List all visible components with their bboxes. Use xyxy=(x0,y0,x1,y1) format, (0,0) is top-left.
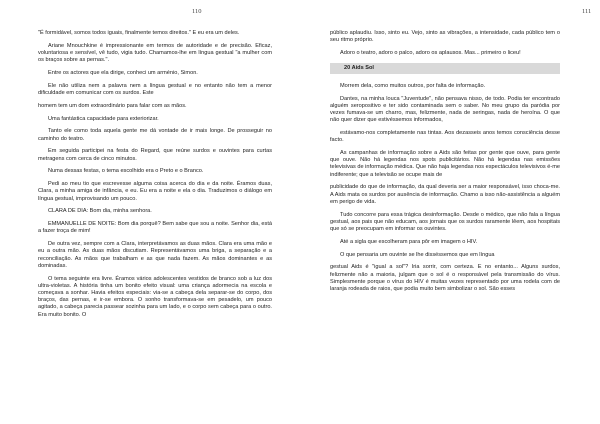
paragraph: Dantes, na minha louca "Juventude", não pensava nisso, de todo. Podia ter encontrado alguém seropositivo e ter sido contaminada sem o saber. No meu grupo da paródia por vezes fumava-se um charro, mas, felizmente, nada de seringas, nada de heroína. O que não quer dizer que estivéssemos informados, xyxy=(330,95,560,124)
right-page xyxy=(300,0,600,424)
text-column xyxy=(330,30,560,299)
paragraph: Entre os actores que ela dirige, conheci um arménio, Simon. xyxy=(48,70,198,76)
paragraph: De outra vez, sempre com a Clara, interpretávamos as duas mãos. Clara era uma mão e eu a outra mão. As duas mãos discutiam. Representávamos uma briga, a separação e a reconciliação. As mãos que trabalham e as que nada fazem. As mãos dominantes e as dominadas. xyxy=(38,241,272,269)
paragraph: O que pensaria um ouvinte se lhe disséssemos que em língua xyxy=(340,251,495,258)
paragraph: CLARA DE DIA: Bom dia, minha senhora. xyxy=(48,208,152,215)
paragraph: Adoro o teatro, adoro o palco, adoro os aplausos. Mas... primeiro o liceu! xyxy=(340,50,521,56)
paragraph: Tudo concorre para essa trágica desinformação. Desde o médico, que não fala a língua gestual, aos pais que não educam, aos jornais que os surdos raramente lêem, aos hospitais que só se preocupam em informar os ouvintes. xyxy=(330,211,560,233)
paragraph: EMMANUELLE DE NOITE: Bom dia porquê? Bem sabe que sou a noite. Senhor dia, está a fazer troça de mim! xyxy=(38,221,272,235)
paragraph: público aplaudiu. Isso, sinto eu. Vejo, sinto as vibrações, a intensidade, cada público tem o seu ritmo próprio. xyxy=(330,30,560,44)
paragraph: homem tem um dom extraordinário para falar com as mãos. xyxy=(38,102,187,109)
paragraph: Uma fantástica capacidade para exteriorizar. xyxy=(48,115,159,122)
page-number: 111 xyxy=(582,8,592,15)
paragraph: Ariane Mnouchkine é impressionante em termos de autoridade e de precisão. Eficaz, voluntariosa e sensível, vê tudo, vigia tudo. Chamamos-lhe em língua gestual "a mulher com os braços sobre as pernas.". xyxy=(38,42,272,64)
paragraph: Morrem dela, como muitos outros, por falta de informação. xyxy=(340,82,486,89)
paragraph: Numa dessas festas, o tema escolhido era o Preto e o Branco. xyxy=(48,168,204,175)
paragraph: As campanhas de informação sobre a Aids são feitas por gente que ouve, para gente que ouve. Não há legendas nos spots publicitários. Não há legendas nas emissões televisivas de informação médica. Que não haja legendas nos espectáculos televisivos é-me indiferente; que a televisão se ocupe mais de xyxy=(330,150,560,178)
paragraph: publicidade do que de informação, da qual deveria ser a maior responsável, isso choca-me. A Aids mata os surdos por ausência de informação. Chamo a isso não-assistência a alguém em perigo de vida. xyxy=(330,184,560,205)
paragraph: Pedi ao meu tio que escrevesse alguma coisa acerca do dia e da noite. Éramos duas, Clara, a minha amiga de infância, e eu. Eu era a noite e ela o dia. Traduzimos o diálogo em língua gestual, improvisando um pouco. xyxy=(38,181,272,202)
paragraph: "É formidável, somos todos iguais, finalmente temos direitos." E eu era um deles. xyxy=(38,30,240,36)
paragraph: Ele não utiliza nem a palavra nem a língua gestual e no entanto não tem a menor dificuldade em comunicar com os surdos. Este xyxy=(38,82,272,96)
page-number: 110 xyxy=(192,8,202,15)
paragraph: Em seguida participei na festa do Regard, que reúne surdos e ouvintes para curtas metragens com cerca de cinco minutos. xyxy=(38,148,272,162)
paragraph: gestual Aids é "igual a sol"? Iria sorrir, com certeza. E no entanto... Alguns surdos, felizmente não a maioria, julgam que o sol é o responsável pela transmissão do vírus. Simplesmente porque o vírus do HIV é muitas vezes representado por uma rodela com de laranja rodeada de raios, que podia muito bem simbolizar o sol. São esses xyxy=(330,264,560,293)
paragraph: Tanto ele como toda aquela gente me dá vontade de ir mais longe. De prosseguir no caminho do teatro. xyxy=(38,128,272,142)
paragraph: O tema seguinte era livre. Éramos vários adolescentes vestidos de branco sob a luz dos ultra-violetas. A história tinha um bonito efeito visual: uma criança adormecia na escola e começava a sonhar. Havia efeitos especiais: via-se a cabeça dela separar-se do corpo, dos braços, das pernas, e ir-se embora. O sonho transformava-se em pesadelo, um pouco agitado, a cabeça parecia passear sozinha para um lado, e o corpo sem cabeça para o outro. Era muito bonito. O xyxy=(38,275,272,318)
paragraph: Até a sigla que escolheram para pôr em imagem o HIV. xyxy=(340,238,478,245)
text-column xyxy=(38,30,272,324)
section-title: 20 Aids Sol xyxy=(330,63,560,74)
paragraph: estávamo-nos completamente nas tintas. Aos dezasseis anos temos consciência desse facto. xyxy=(330,130,560,144)
